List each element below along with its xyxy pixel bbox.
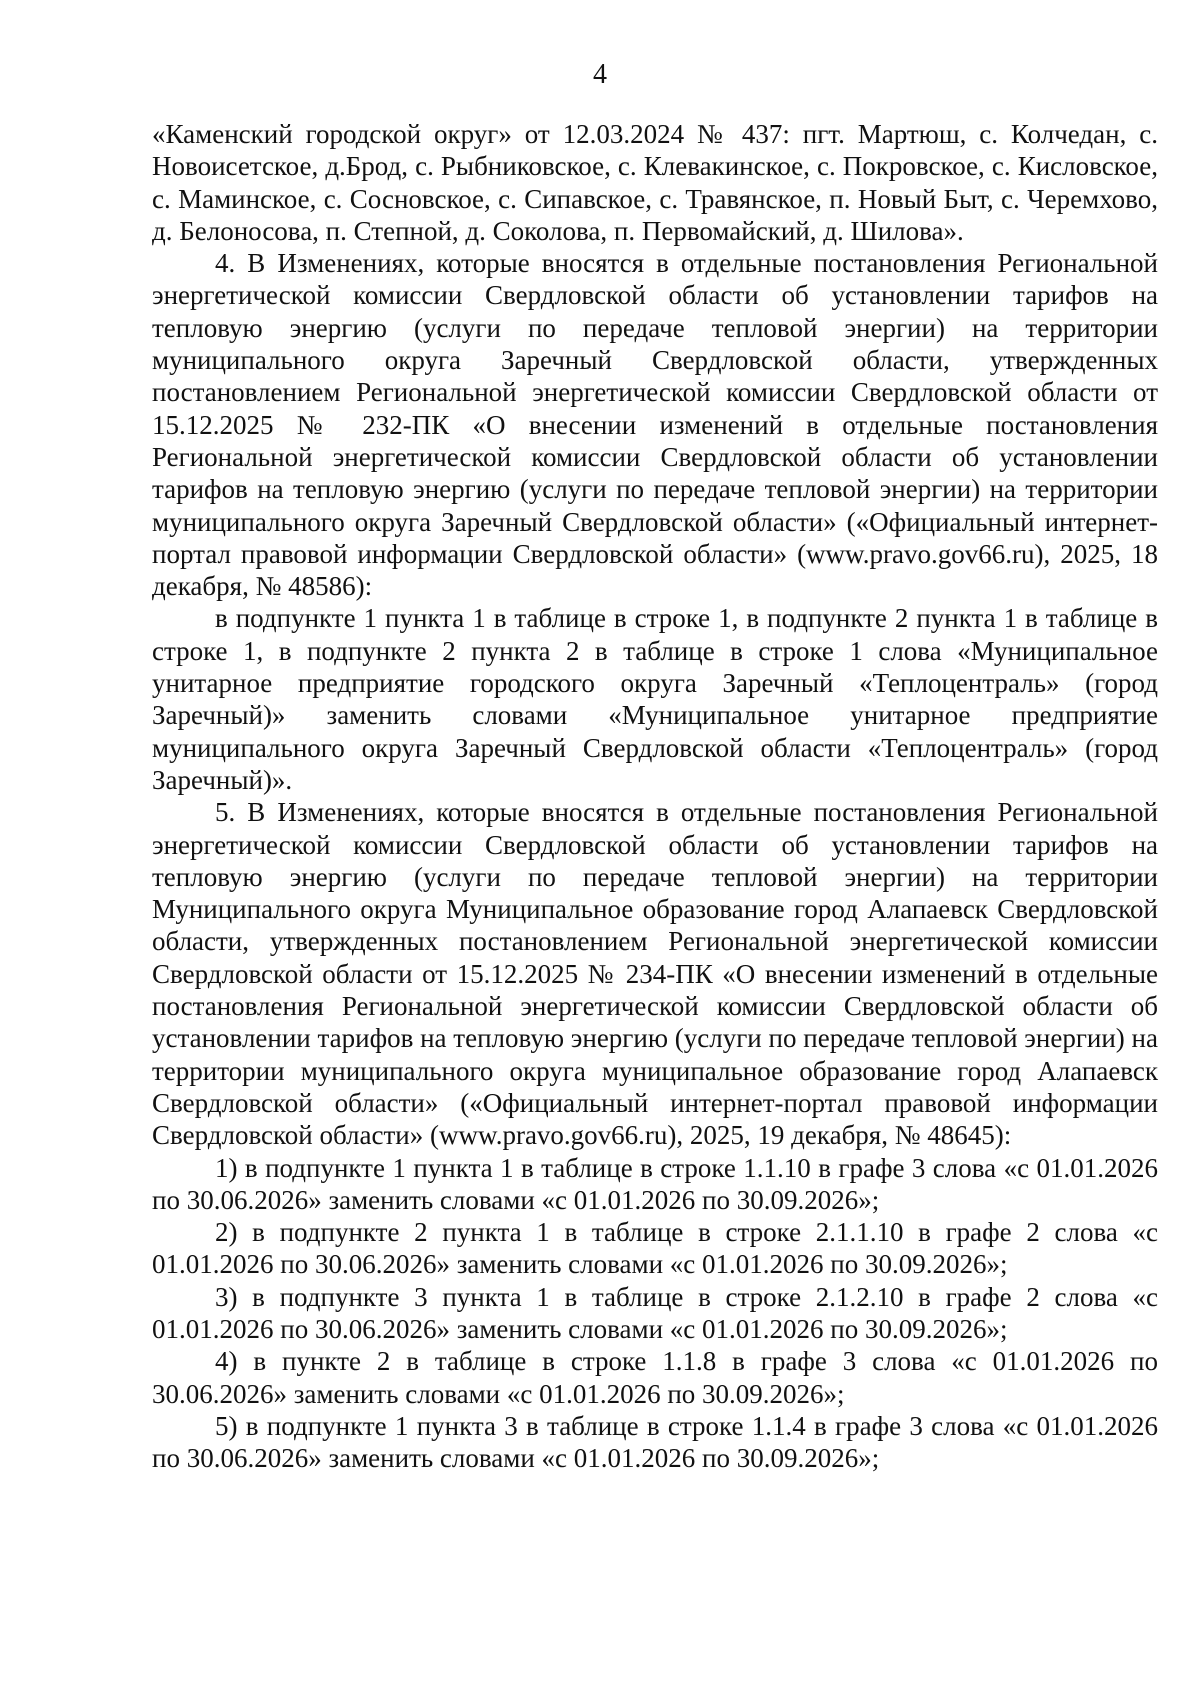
subitem-4: 4) в пункте 2 в таблице в строке 1.1.8 в графе 3 слова «с 01.01.2026 по 30.06.2026» заменить словами «с 01.01.2026 по 30.09.2026»; bbox=[152, 1346, 1158, 1409]
paragraph-continuation: «Каменский городской округ» от 12.03.2024 № 437: пгт. Мартюш, с. Колчедан, с. Новоисетское, д.Брод, с. Рыбниковское, с. Клевакинское, с. Покровское, с. Кисловское, с. Маминское, с. Сосновское, с. Сипавское, с. Травянское, п. Новый Быт, с. Черемхово, д. Белоносова, п. Степной, д. Соколова, п. Первомайский, д. Шилова». bbox=[152, 119, 1158, 246]
page-number: 4 bbox=[593, 59, 607, 90]
document-body bbox=[152, 118, 1158, 1474]
paragraph-item-5: 5. В Изменениях, которые вносятся в отдельные постановления Региональной энергетической комиссии Свердловской области об установлении тарифов на тепловую энергию (услуги по передаче тепловой энергии) на территории Муниципального округа Муниципальное образование город Алапаевск Свердловской области, утвержденных постановлением Региональной энергетической комиссии Свердловской области от 15.12.2025 № 234-ПК «О внесении изменений в отдельные постановления Региональной энергетической комиссии Свердловской области об установлении тарифов на тепловую энергию (услуги по передаче тепловой энергии) на территории муниципального округа муниципальное образование город Алапаевск Свердловской области» («Официальный интернет-портал правовой информации Свердловской области» (www.pravo.gov66.ru), 2025, 19 декабря, № 48645): bbox=[152, 797, 1158, 1151]
paragraph-item-4-text: в подпункте 1 пункта 1 в таблице в строке 1, в подпункте 2 пункта 1 в таблице в строке 1, в подпункте 2 пункта 2 в таблице в строке 1 слова «Муниципальное унитарное предприятие городского округа Заречный «Теплоцентраль» (город Заречный)» заменить словами «Муниципальное унитарное предприятие муниципального округа Заречный Свердловской области «Теплоцентраль» (город Заречный)». bbox=[152, 603, 1158, 795]
subitem-2: 2) в подпункте 2 пункта 1 в таблице в строке 2.1.1.10 в графе 2 слова «с 01.01.2026 по 30.06.2026» заменить словами «с 01.01.2026 по 30.09.2026»; bbox=[152, 1217, 1158, 1280]
subitem-5: 5) в подпункте 1 пункта 3 в таблице в строке 1.1.4 в графе 3 слова «с 01.01.2026 по 30.06.2026» заменить словами «с 01.01.2026 по 30.09.2026»; bbox=[152, 1410, 1158, 1474]
paragraph-item-4: 4. В Изменениях, которые вносятся в отдельные постановления Региональной энергетической комиссии Свердловской области об установлении тарифов на тепловую энергию (услуги по передаче тепловой энергии) на территории муниципального округа Заречный Свердловской области, утвержденных постановлением Региональной энергетической комиссии Свердловской области от 15.12.2025 № 232-ПК «О внесении изменений в отдельные постановления Региональной энергетической комиссии Свердловской области об установлении тарифов на тепловую энергию (услуги по передаче тепловой энергии) на территории муниципального округа Заречный Свердловской области» («Официальный интернет-портал правовой информации Свердловской области» (www.pravo.gov66.ru), 2025, 18 декабря, № 48586): bbox=[152, 248, 1158, 602]
subitem-3: 3) в подпункте 3 пункта 1 в таблице в строке 2.1.2.10 в графе 2 слова «с 01.01.2026 по 30.06.2026» заменить словами «с 01.01.2026 по 30.09.2026»; bbox=[152, 1281, 1158, 1344]
subitem-1: 1) в подпункте 1 пункта 1 в таблице в строке 1.1.10 в графе 3 слова «с 01.01.2026 по 30.06.2026» заменить словами «с 01.01.2026 по 30.09.2026»; bbox=[152, 1152, 1158, 1215]
